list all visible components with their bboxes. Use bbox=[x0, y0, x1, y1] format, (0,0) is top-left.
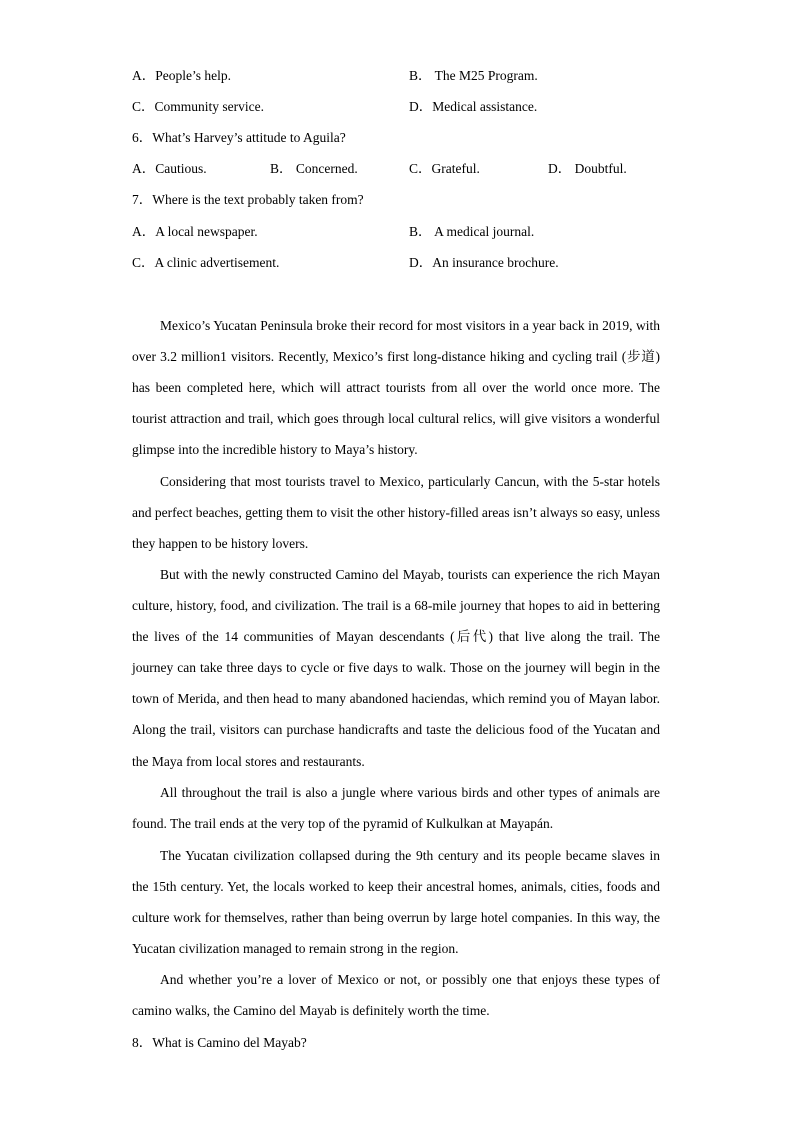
q8-question: 8．What is Camino del Mayab? bbox=[132, 1035, 307, 1050]
q5-option-b[interactable]: B． The M25 Program. bbox=[409, 68, 538, 83]
q5-option-a[interactable]: A．People’s help. bbox=[132, 68, 231, 83]
passage-paragraph-3: But with the newly constructed Camino del Mayab, tourists can experience the rich Mayan culture, history, food, and civilization. The trail is a 68-mile journey that hopes to aid in bettering the lives of the 14 communities of Mayan descendants (后代) that live along the trail. The journey can take three days to cycle or five days to walk. Those on the journey will begin in the town of Merida, and then head to many abandoned haciendas, which remind you of Mayan labor. Along the trail, visitors can purchase handicrafts and taste the delicious food of the Yucatan and the Maya from local stores and restaurants. bbox=[132, 567, 660, 769]
q6-question: 6．What’s Harvey’s attitude to Aguila? bbox=[132, 130, 346, 145]
passage-paragraph-1: Mexico’s Yucatan Peninsula broke their record for most visitors in a year back in 2019, with over 3.2 million1 visitors. Recently, Mexico’s first long-distance hiking and cycling trail (步道) has been completed here, which will attract tourists from all over the world once more. The tourist attraction and trail, which goes through local cultural relics, will give visitors a wonderful glimpse into the incredible history to Maya’s history. bbox=[132, 318, 660, 458]
q6-option-a[interactable]: A．Cautious. bbox=[132, 161, 207, 176]
q7-option-b[interactable]: B． A medical journal. bbox=[409, 224, 535, 239]
passage-paragraph-2: Considering that most tourists travel to Mexico, particularly Cancun, with the 5-star hotels and perfect beaches, getting them to visit the other history-filled areas isn’t always so easy, unless they happen to be history lovers. bbox=[132, 474, 660, 552]
passage-paragraph-5: The Yucatan civilization collapsed during the 9th century and its people became slaves in the 15th century. Yet, the locals worked to keep their ancestral homes, animals, cities, foods and culture work for themselves, rather than being overrun by large hotel companies. In this way, the Yucatan civilization managed to remain strong in the region. bbox=[132, 848, 660, 957]
q7-question: 7．Where is the text probably taken from? bbox=[132, 192, 364, 207]
q6-option-c[interactable]: C．Grateful. bbox=[409, 161, 480, 176]
q6-option-b[interactable]: B． Concerned. bbox=[270, 161, 358, 176]
q7-option-d[interactable]: D．An insurance brochure. bbox=[409, 255, 559, 270]
passage-paragraph-6: And whether you’re a lover of Mexico or not, or possibly one that enjoys these types of camino walks, the Camino del Mayab is definitely worth the time. bbox=[132, 972, 660, 1019]
q5-option-c[interactable]: C．Community service. bbox=[132, 99, 264, 114]
q6-option-d[interactable]: D． Doubtful. bbox=[548, 161, 627, 176]
q7-option-a[interactable]: A．A local newspaper. bbox=[132, 224, 258, 239]
q5-option-d[interactable]: D．Medical assistance. bbox=[409, 99, 538, 114]
q7-option-c[interactable]: C．A clinic advertisement. bbox=[132, 255, 280, 270]
passage-paragraph-4: All throughout the trail is also a jungle where various birds and other types of animals are found. The trail ends at the very top of the pyramid of Kulkulkan at Mayapán. bbox=[132, 785, 660, 832]
